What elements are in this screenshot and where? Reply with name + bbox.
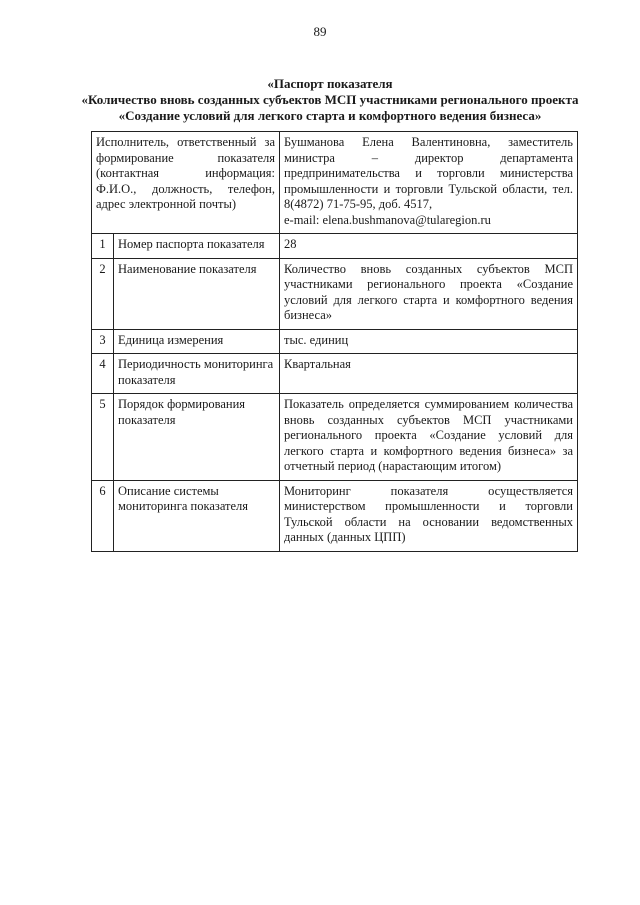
table-row: [92, 329, 578, 354]
table-row: [92, 354, 578, 394]
row-value: тыс. единиц: [280, 329, 578, 354]
row-value: 28: [280, 234, 578, 259]
title-line-3: «Создание условий для легкого старта и комфортного ведения бизнеса»: [118, 108, 542, 123]
row-label: Описание системы мониторинга показателя: [114, 480, 280, 551]
row-number: 6: [92, 480, 114, 551]
row-value: Квартальная: [280, 354, 578, 394]
row-value: Показатель определяется суммированием количества вновь созданных субъектов МСП участниками регионального проекта «Создание условий для легкого старта и комфортного ведения бизнеса» за отчетный период (нарастающим итогом): [280, 394, 578, 481]
row-label: Порядок формирования показателя: [114, 394, 280, 481]
row-value: Мониторинг показателя осуществляется министерством промышленности и торговли Тульской области на основании ведомственных данных (данных ЦПП): [280, 480, 578, 551]
document-title: [70, 76, 590, 124]
row-value: Количество вновь созданных субъектов МСП участниками регионального проекта «Создание условий для легкого старта и комфортного ведения бизнеса»: [280, 258, 578, 329]
table-row: [92, 258, 578, 329]
row-label: Единица измерения: [114, 329, 280, 354]
table-row: [92, 394, 578, 481]
title-line-1: «Паспорт показателя: [267, 76, 393, 91]
table-row: [92, 480, 578, 551]
row-label: Периодичность мониторинга показателя: [114, 354, 280, 394]
title-line-2: «Количество вновь созданных субъектов МСП участниками регионального проекта: [81, 92, 579, 107]
responsible-contact: Бушманова Елена Валентиновна, заместитель министра – директор департамента предпринимательства и торговли министерства промышленности и торговли Тульской области, тел. 8(4872) 71-75-95, доб. 4517,: [284, 135, 573, 211]
row-number: 3: [92, 329, 114, 354]
indicator-passport-table: [91, 131, 578, 552]
row-number: 4: [92, 354, 114, 394]
row-label: Номер паспорта показателя: [114, 234, 280, 259]
page-number: 89: [313, 24, 327, 39]
responsible-value: [280, 132, 578, 234]
responsible-email: e-mail: elena.bushmanova@tularegion.ru: [284, 212, 491, 227]
row-number: 2: [92, 258, 114, 329]
row-number: 1: [92, 234, 114, 259]
row-number: 5: [92, 394, 114, 481]
table-row-responsible: [92, 132, 578, 234]
row-label: Наименование показателя: [114, 258, 280, 329]
table-row: [92, 234, 578, 259]
responsible-label: Исполнитель, ответственный за формирование показателя (контактная информация: Ф.И.О., должность, телефон, адрес электронной почты): [92, 132, 280, 234]
